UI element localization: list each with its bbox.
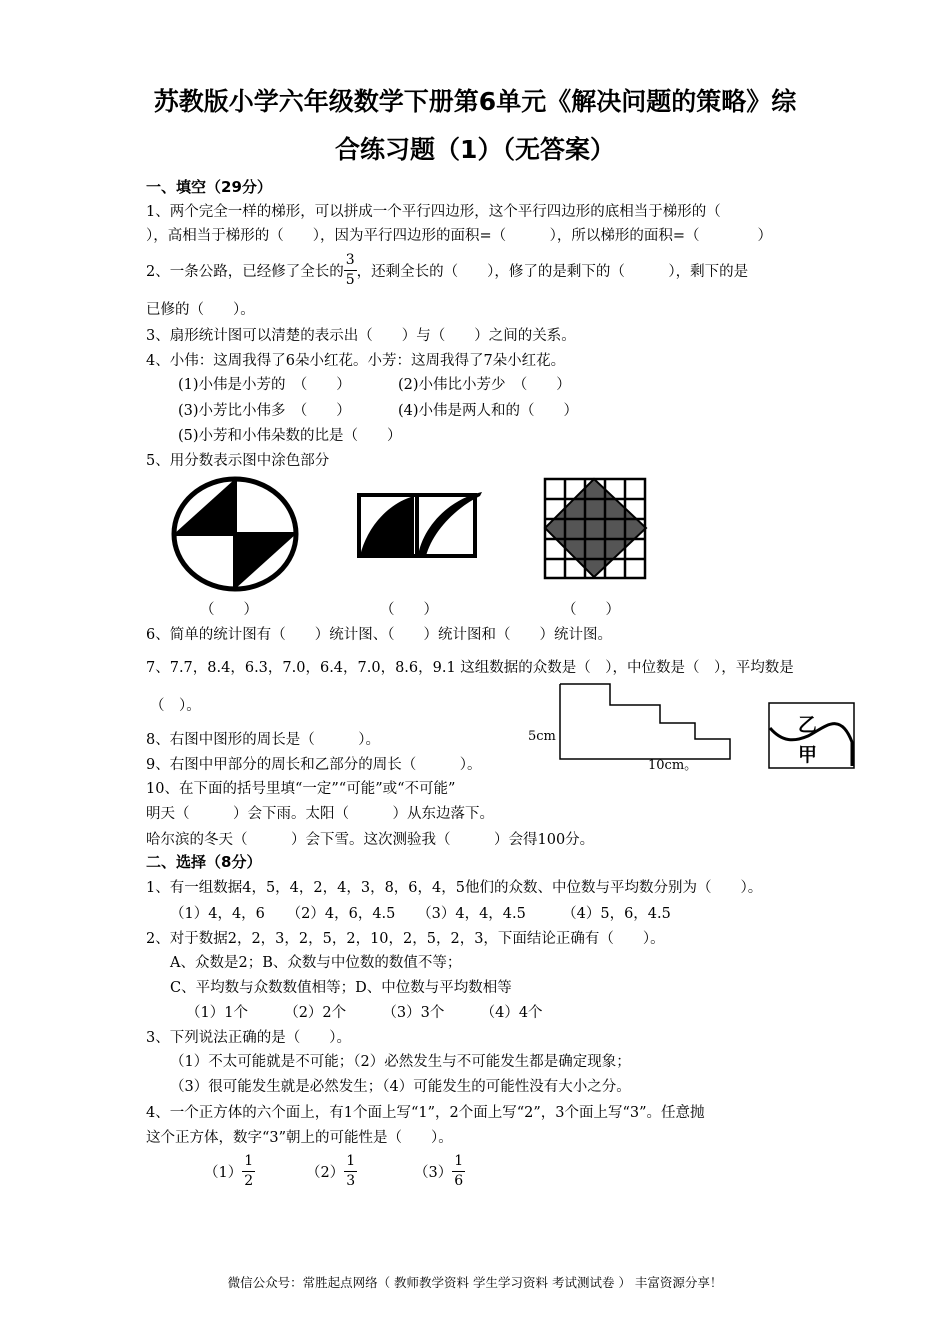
question-4-item-4: (4)小伟是两人和的（ ） [398,403,579,419]
question-4: 4、小伟：这周我得了6朵小红花。小芳：这周我得了7朵小红花。 [146,353,566,369]
fraction-denominator: 6 [454,1173,464,1189]
choice-4-option-3 [414,1152,465,1191]
fraction-denominator: 5 [345,272,355,288]
choice-3-options-line2: （3）很可能发生就是必然发生；（4）可能发生的可能性没有大小之分。 [170,1079,631,1095]
question-2-line1 [146,251,748,290]
question-5: 5、用分数表示图中涂色部分 [146,453,330,469]
choice-4-line1: 4、一个正方体的六个面上，有1个面上写“1”，2个面上写“2”，3个面上写“3”。任意抛 [146,1105,705,1121]
figure-3-answer-blank: （ ） [562,602,620,618]
choice-2-options: （1）1个 （2）2个 （3）3个 （4）4个 [186,1005,543,1021]
fraction-one-sixth [452,1152,465,1191]
figure-1-answer-blank: （ ） [200,602,258,618]
fraction-three-fifths [344,251,357,290]
question-4-item-1: (1)小伟是小芳的 （ ） [178,377,351,393]
choice-2-statement-ab: A、众数是2；B、众数与中位数的数值不等； [170,955,462,971]
question-4-item-3: (3)小芳比小伟多 （ ） [178,403,351,419]
choice-3-options-line1: （1）不太可能就是不可能；（2）必然发生与不可能发生都是确定现象； [170,1054,631,1070]
option-2-label: （2） [306,1165,345,1181]
question-4-item-2: (2)小伟比小芳少 （ ） [398,377,571,393]
fraction-denominator: 2 [244,1173,254,1189]
option-3-label: （3） [414,1165,453,1181]
jia-label: 甲 [798,744,818,766]
choice-3: 3、下列说法正确的是（ ）。 [146,1030,351,1046]
choice-4-line2: 这个正方体，数字“3”朝上的可能性是（ ）。 [146,1130,453,1146]
page-footer: 微信公众号：常胜起点网络（ 教师教学资料 学生学习资料 考试测试卷 ） 丰富资源分享！ [227,1275,723,1290]
question-4-item-5: (5)小芳和小伟朵数的比是（ ） [178,428,402,444]
question-8: 8、右图中图形的周长是（ ）。 [146,732,380,748]
fraction-one-half [242,1152,255,1191]
question-2-text-a: 2、一条公路，已经修了全长的 [146,264,344,280]
choice-2: 2、对于数据2，2，3，2，5，2，10，2，5，2，3，下面结论正确有（ ）。 [146,931,665,947]
question-7-line2: （ ）。 [150,698,201,714]
choice-4-option-2 [306,1152,357,1191]
question-2-line2: 已修的（ ）。 [146,302,255,318]
choice-1-options: （1）4，4，6 （2）4，6，4.5 （3）4，4，4.5 （4）5，6，4.5 [170,906,671,922]
fraction-numerator: 1 [344,1152,357,1172]
fraction-numerator: 3 [344,251,357,271]
question-10-line1: 明天（ ）会下雨。太阳（ ）从东边落下。 [146,806,494,822]
question-9: 9、右图中甲部分的周长和乙部分的周长（ ）。 [146,757,482,773]
question-1-line1: 1、两个完全一样的梯形，可以拼成一个平行四边形，这个平行四边形的底相当于梯形的（ [146,204,721,220]
yi-label: 乙 [798,714,818,736]
question-10: 10、在下面的括号里填“一定”“可能”或“不可能” [146,781,456,797]
page-title-line1: 苏教版小学六年级数学下册第6单元《解决问题的策略》综 [153,87,797,116]
grid-diamond-figure [542,476,650,581]
question-3: 3、扇形统计图可以清楚的表示出（ ）与（ ）之间的关系。 [146,328,576,344]
question-2-text-b: ，还剩全长的（ ），修了的是剩下的（ ），剩下的是 [356,264,749,280]
question-10-line2: 哈尔滨的冬天（ ）会下雪。这次测验我（ ）会得100分。 [146,832,595,848]
staircase-figure [555,681,735,763]
staircase-width-label: 10cm。 [648,758,698,773]
page-title-line2: 合练习题（1）（无答案） [335,135,615,164]
option-1-label: （1） [204,1165,243,1181]
section-2-heading: 二、选择（8分） [146,853,262,871]
question-7-line1: 7、7.7，8.4，6.3，7.0，6.4，7.0，8.6，9.1 这组数据的众数是（ ），中位数是（ ），平均数是 [146,660,794,676]
staircase-height-label: 5cm [528,729,556,744]
question-1-line2: ），高相当于梯形的（ ），因为平行四边形的面积=（ ），所以梯形的面积=（ ） [146,228,773,244]
fraction-numerator: 1 [452,1152,465,1172]
circle-figure [170,476,300,592]
choice-2-statement-cd: C、平均数与众数数值相等；D、中位数与平均数相等 [170,980,512,996]
section-1-heading: 一、填空（29分） [146,178,272,196]
question-6: 6、简单的统计图有（ ）统计图、（ ）统计图和（ ）统计图。 [146,627,612,643]
fraction-numerator: 1 [242,1152,255,1172]
fraction-one-third [344,1152,357,1191]
choice-4-option-1 [204,1152,255,1191]
choice-1: 1、有一组数据4，5，4，2，4，3，8，6，4，5他们的众数、中位数与平均数分别为（ ）。 [146,880,763,896]
rectangle-figure [356,490,484,560]
fraction-denominator: 3 [346,1173,356,1189]
figure-2-answer-blank: （ ） [380,602,438,618]
